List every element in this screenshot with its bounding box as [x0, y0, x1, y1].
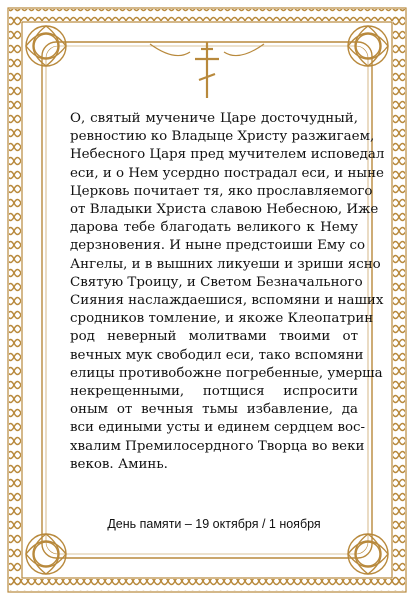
prayer-line: веков. Аминь.	[70, 456, 168, 472]
prayer-line: Небесного Царя пред мучителем исповедал	[70, 147, 385, 163]
prayer-line: Церковь почитает тя, яко прославляемого	[70, 183, 373, 199]
orthodox-cross-icon	[191, 40, 223, 100]
prayer-line: вечных мук свободил еси, тако вспомяни	[70, 347, 364, 363]
prayer-line: О, святый мучениче Царе досточудный,	[70, 111, 358, 126]
prayer-line: Сияния наслаждаешися, вспомяни и наших	[70, 293, 384, 309]
prayer-line: хвалим Премилосердного Творца во веки	[70, 438, 365, 454]
prayer-line: Святую Троицу, и Светом Безначального	[70, 274, 363, 290]
prayer-line: елицы противобожне погребенные, умерша	[70, 365, 383, 381]
prayer-line: оным от вечныя тьмы избавление, да	[70, 402, 358, 418]
prayer-line: еси, и о Нем усердно пострадал еси, и ныне	[70, 165, 384, 181]
prayer-line: вси едиными усты и единем сердцем вос-	[70, 420, 366, 436]
prayer-line: дарова тебе благодать великого к Нему	[70, 220, 358, 236]
prayer-line: род неверный молитвами твоими от	[70, 329, 358, 345]
prayer-line: дерзновения. И ныне предстоиши Ему со	[70, 238, 366, 254]
prayer-line: от Владыки Христа славою Небесною, Иже	[70, 202, 379, 218]
prayer-line: сродников томление, и якоже Клеопатрин	[70, 311, 374, 327]
memory-day-caption: День памяти – 19 октября / 1 ноября	[107, 517, 321, 531]
prayer-line: Ангелы, и в вышних ликуеши и зриши ясно	[70, 256, 381, 272]
prayer-line: некрещенными, потщися испросити	[70, 384, 358, 400]
prayer-text	[70, 110, 385, 474]
prayer-line: ревностию ко Владыце Христу разжигаем,	[70, 129, 375, 145]
